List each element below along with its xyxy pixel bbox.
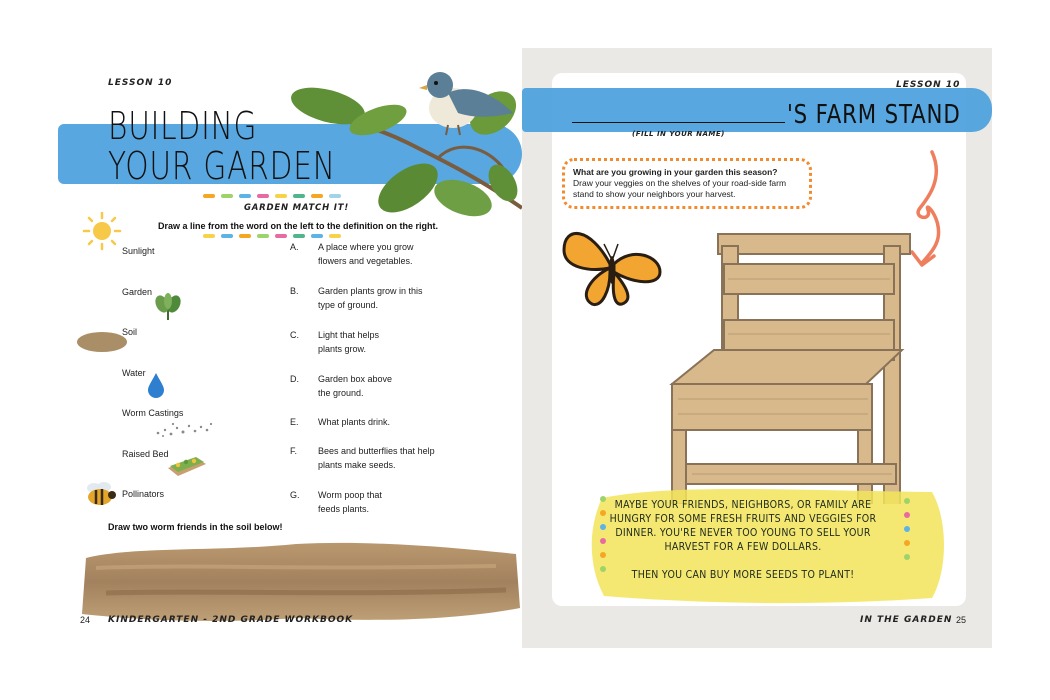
plant-icon: [153, 292, 183, 322]
water-drop-icon: [147, 372, 165, 398]
def-text-a: A place where you grow flowers and vegetables.: [318, 242, 414, 266]
def-text-b: Garden plants grow in this type of ground.: [318, 286, 423, 310]
page-number-right: 25: [956, 615, 967, 625]
match-instruction: Draw a line from the word on the left to the definition on the right.: [158, 221, 438, 231]
lesson-label: LESSON 10: [108, 78, 173, 88]
right-page: [522, 48, 992, 648]
footer-title-right: IN THE GARDEN: [860, 615, 953, 625]
word-sunlight: Sunlight: [122, 246, 155, 256]
def-text-d: Garden box above the ground.: [318, 374, 393, 398]
message-paragraph-2: THEN YOU CAN BUY MORE SEEDS TO PLANT!: [631, 569, 855, 581]
bee-icon: [82, 480, 118, 508]
def-letter-c: C.: [290, 330, 299, 340]
dots-right: [904, 498, 910, 560]
raised-bed-icon: [166, 450, 208, 480]
def-letter-d: D.: [290, 374, 299, 384]
def-letter-g: G.: [290, 490, 300, 500]
worm-castings-icon: [153, 418, 215, 440]
sun-icon: [82, 211, 122, 251]
word-water: Water: [122, 368, 146, 378]
def-letter-e: E.: [290, 417, 299, 427]
word-pollinators: Pollinators: [122, 489, 165, 499]
question-text: What are you growing in your garden this season?: [573, 167, 778, 177]
worm-instruction: Draw two worm friends in the soil below!: [108, 522, 283, 532]
left-page: [58, 48, 522, 648]
bird-icon: [408, 63, 518, 138]
title-line-2: YOUR GARDEN: [108, 144, 336, 188]
farm-stand-title: 'S FARM STAND: [787, 100, 961, 130]
page-number-left: 24: [80, 615, 91, 625]
title-line-1: BUILDING: [108, 104, 258, 148]
word-raised-bed: Raised Bed: [122, 449, 169, 459]
def-letter-f: F.: [290, 446, 298, 456]
def-text-e: What plants drink.: [318, 417, 391, 427]
fill-name-hint: (FILL IN YOUR NAME): [632, 130, 725, 138]
soil-icon: [76, 330, 128, 354]
name-fill-line[interactable]: [572, 122, 785, 123]
color-dashes-top: [203, 194, 341, 198]
word-soil: Soil: [122, 327, 138, 337]
farm-stand-illustration[interactable]: [662, 224, 922, 504]
subheading: GARDEN MATCH IT!: [244, 203, 350, 213]
word-worm-castings: Worm Castings: [122, 408, 184, 418]
footer-title-left: KINDERGARTEN - 2ND GRADE WORKBOOK: [108, 615, 354, 625]
farm-stand-message: [595, 498, 892, 596]
butterfly-icon: [560, 216, 664, 312]
def-letter-b: B.: [290, 286, 299, 296]
def-text-f: Bees and butterflies that help plants make seeds.: [318, 446, 435, 470]
word-garden: Garden: [122, 287, 153, 297]
def-letter-a: A.: [290, 242, 299, 252]
def-text-c: Light that helps plants grow.: [318, 330, 380, 354]
soil-drawing-area[interactable]: [76, 538, 522, 626]
def-text-g: Worm poop that feeds plants.: [318, 490, 382, 514]
color-dashes-bottom: [203, 234, 341, 238]
message-paragraph-1: MAYBE YOUR FRIENDS, NEIGHBORS, OR FAMILY ARE HUNGRY FOR SOME FRESH FRUITS AND VEGGIES FOR DINNER. YOU'RE NEVER TOO YOUNG TO SELL YOUR HARVEST FOR A FEW DOLLARS.: [609, 499, 877, 553]
question-detail: Draw your veggies on the shelves of your road-side farm stand to show your neighbors your harvest.: [573, 178, 787, 199]
question-box: [562, 158, 812, 209]
lesson-label-right: LESSON 10: [896, 80, 961, 90]
